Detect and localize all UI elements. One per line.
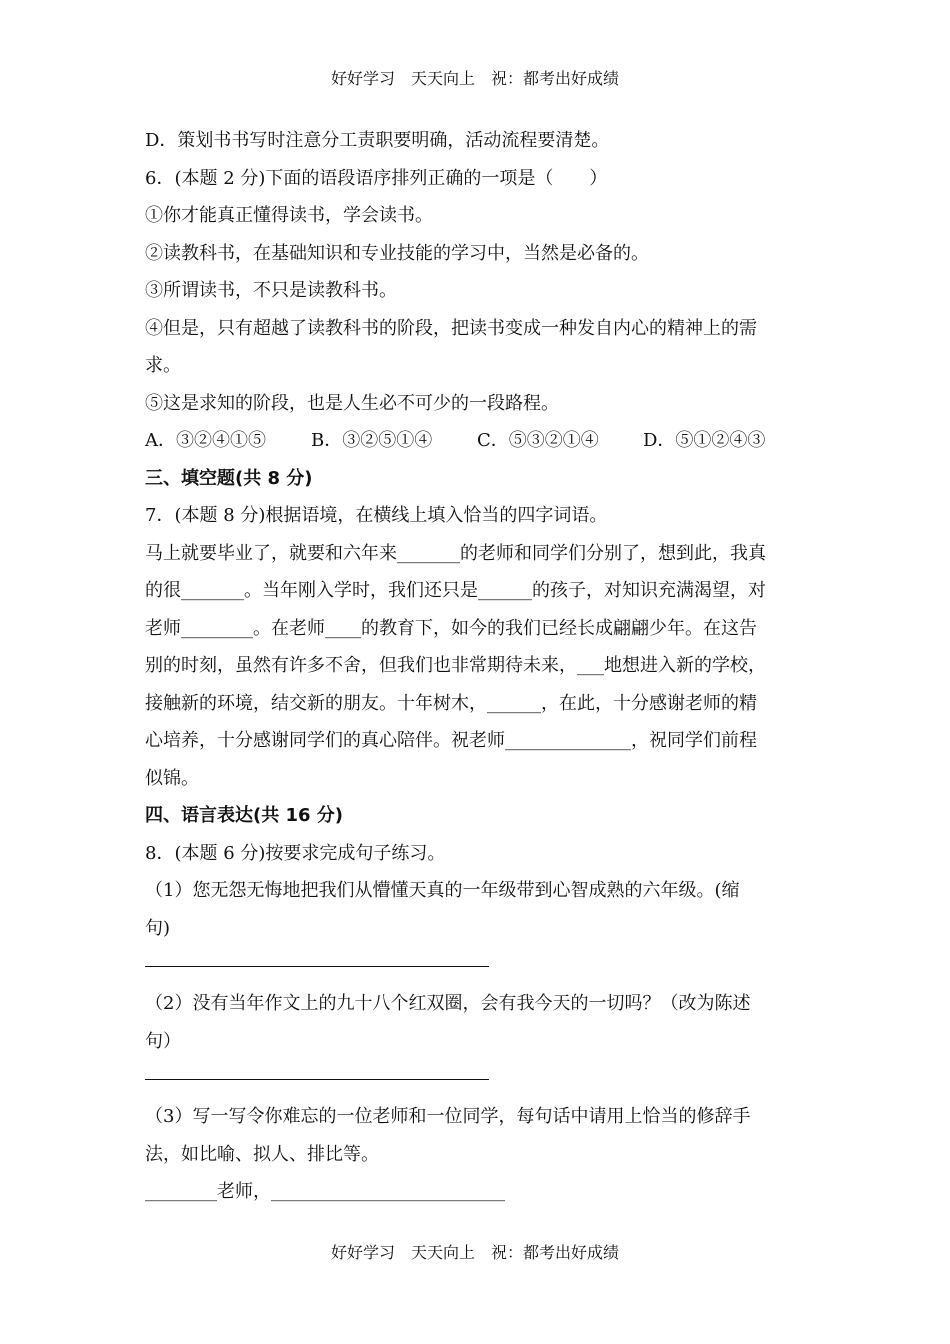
q8-part-1: （1）您无怨无悔地把我们从懵懂天真的一年级带到心智成熟的六年级。(缩 [145, 880, 740, 901]
answer-line-1[interactable] [145, 965, 489, 967]
q7-paragraph-line: 接触新的环境，结交新的朋友。十年树木，______，在此，十分感谢老师的精 [145, 692, 757, 714]
sentence-4-cont: 求。 [145, 355, 181, 376]
sentence-5: ⑤这是求知的阶段，也是人生必不可少的一段路程。 [145, 392, 559, 414]
q7-paragraph-line: 别的时刻，虽然有许多不舍，但我们也非常期待未来，___地想进入新的学校， [145, 655, 766, 676]
option-c: C．⑤③②①④ [477, 430, 599, 451]
sentence-2: ②读教科书，在基础知识和专业技能的学习中，当然是必备的。 [145, 242, 649, 264]
q8-part-3: （3）写一写令你难忘的一位老师和一位同学，每句话中请用上恰当的修辞手 [145, 1106, 751, 1127]
q8-part-2-cont: 句） [145, 1030, 181, 1052]
sentence-4: ④但是，只有超越了读教科书的阶段，把读书变成一种发自内心的精神上的需 [145, 317, 757, 339]
q7-paragraph-line: 似锦。 [145, 767, 199, 789]
q5-option-d: D．策划书书写时注意分工责职要明确，活动流程要清楚。 [145, 130, 610, 151]
q7-paragraph-line: 马上就要毕业了，就要和六年来_______的老师和同学们分别了，想到此，我真 [145, 542, 766, 564]
sentence-1: ①你才能真正懂得读书，学会读书。 [145, 205, 433, 226]
page-header: 好好学习 天天向上 祝：都考出好成绩 [330, 69, 619, 88]
option-d: D．⑤①②④③ [643, 430, 766, 451]
q6-options [145, 422, 810, 460]
q8-part-2: （2）没有当年作文上的九十八个红双圈，会有我今天的一切吗？（改为陈述 [145, 993, 751, 1014]
q8-part-1-cont: 句) [145, 917, 171, 939]
option-b: B．③②⑤①④ [311, 430, 433, 451]
q8-part-3-cont: 法，如比喻、拟人、排比等。 [145, 1143, 379, 1165]
q7-paragraph-line: 心培养，十分感谢同学们的真心陪伴。祝老师______________，祝同学们前程 [145, 730, 757, 751]
section-4-heading: 四、语言表达(共 16 分) [145, 805, 344, 826]
q7-paragraph-line: 老师________。在老师____的教育下，如今的我们已经长成翩翩少年。在这告 [145, 617, 757, 639]
page-footer: 好好学习 天天向上 祝：都考出好成绩 [330, 1243, 619, 1262]
page-content [145, 122, 810, 1211]
section-3-heading: 三、填空题(共 8 分) [145, 467, 313, 489]
answer-line-2[interactable] [145, 1078, 489, 1080]
option-a: A．③②④①⑤ [145, 430, 266, 451]
question-7: 7．(本题 8 分)根据语境，在横线上填入恰当的四字词语。 [145, 505, 608, 526]
question-6: 6．(本题 2 分)下面的语段语序排列正确的一项是（ ） [145, 167, 608, 189]
q7-paragraph-line: 的很_______。当年刚入学时，我们还只是______的孩子，对知识充满渴望，对 [145, 580, 766, 601]
answer-line-3[interactable]: ________老师，__________________________ [145, 1181, 505, 1202]
question-8: 8．(本题 6 分)按要求完成句子练习。 [145, 842, 446, 864]
sentence-3: ③所谓读书，不只是读教科书。 [145, 280, 397, 301]
